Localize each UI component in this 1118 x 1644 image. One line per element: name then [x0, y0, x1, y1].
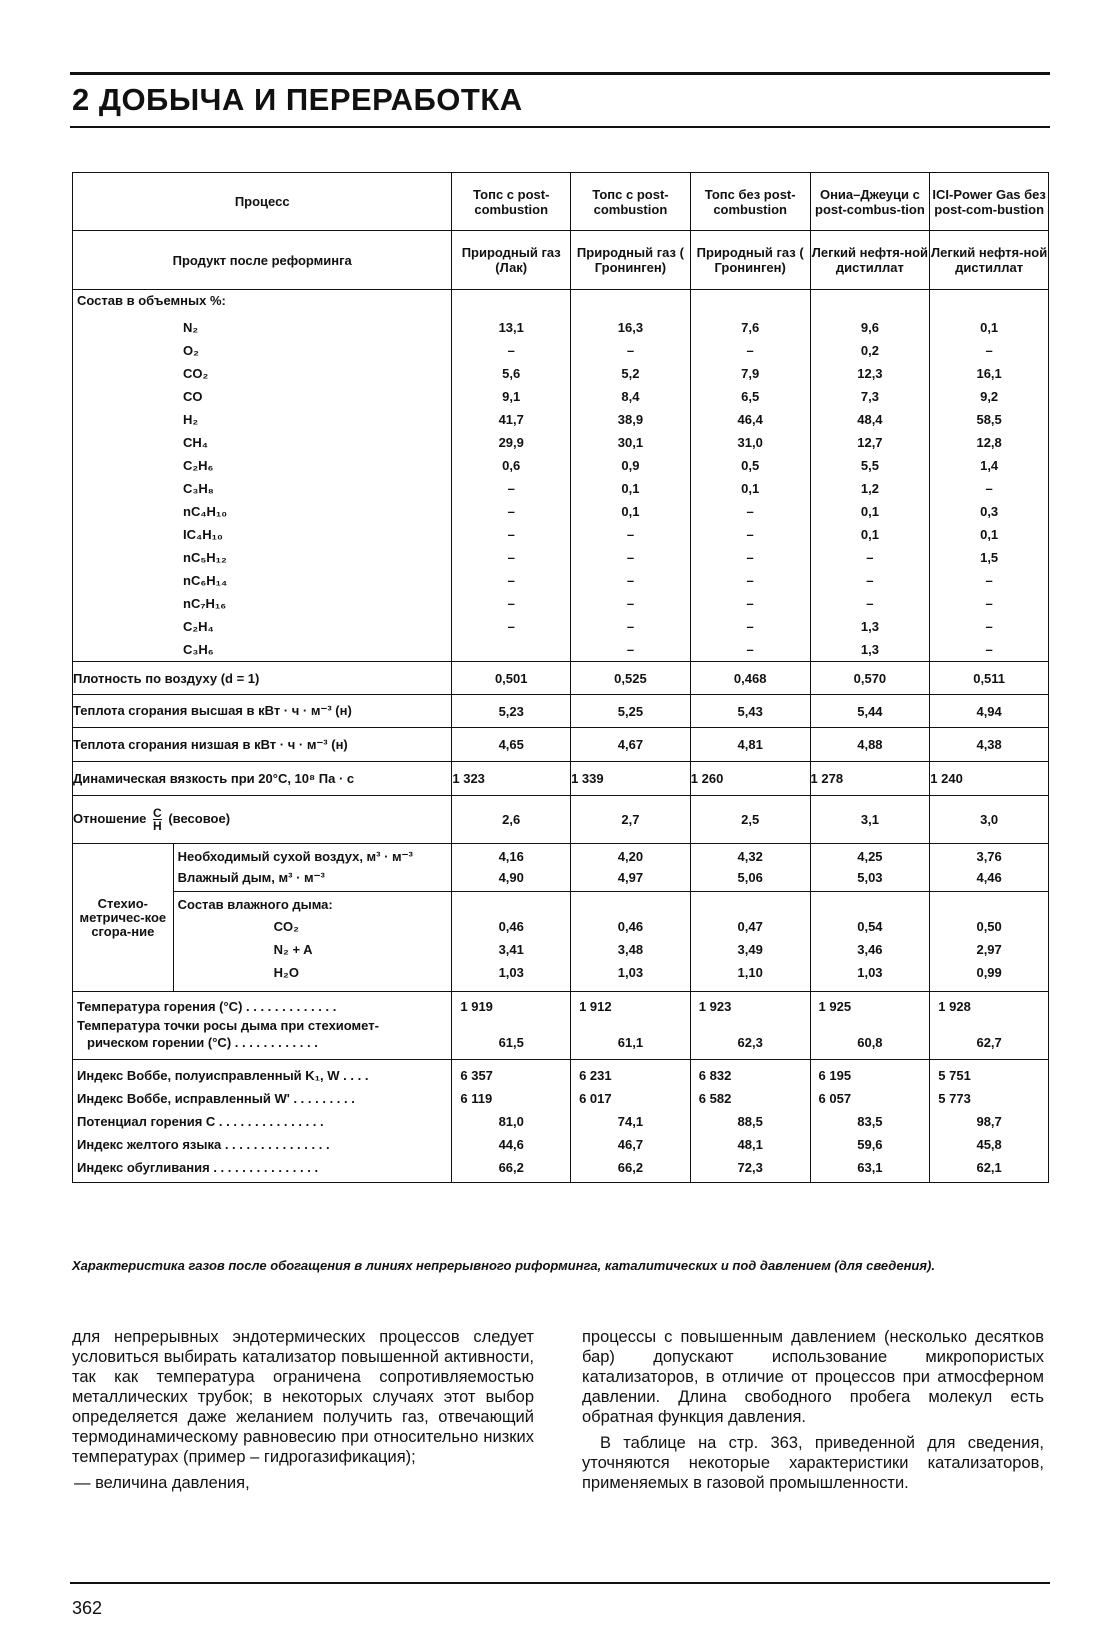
- wet-value: 0,47: [737, 919, 763, 934]
- viscosity-value: 1 323: [452, 762, 571, 796]
- table-row: [73, 1060, 1049, 1183]
- index-value: 6 832: [698, 1068, 732, 1083]
- chapter-title: 2 ДОБЫЧА И ПЕРЕРАБОТКА: [72, 82, 523, 117]
- composition-value: 0,1: [980, 320, 999, 335]
- composition-value: –: [626, 596, 635, 611]
- process-col-2: Топс с post-combustion: [571, 173, 691, 231]
- dew-point-value: 62,3: [737, 1035, 763, 1050]
- composition-value: 48,4: [857, 412, 883, 427]
- index-value: 48,1: [737, 1137, 763, 1152]
- table-row: [73, 992, 1049, 1060]
- composition-value: 0,1: [621, 504, 640, 519]
- composition-value: 5,5: [860, 458, 879, 473]
- index-value: 6 582: [698, 1091, 732, 1106]
- composition-value: –: [746, 642, 754, 657]
- combustion-temp-value: 1 925: [818, 999, 852, 1014]
- ratio-suffix: (весовое): [168, 810, 231, 826]
- process-col-1: Топс с post-combustion: [452, 173, 571, 231]
- dew-point-value: 61,1: [617, 1035, 644, 1050]
- composition-component: H₂: [183, 412, 199, 427]
- stoich-air-labels: [173, 844, 452, 892]
- ratio-label: [73, 796, 452, 844]
- text-column-left: [72, 1327, 534, 1499]
- combustion-temp-value: 1 919: [460, 999, 493, 1014]
- composition-component: nC₆H₁₄: [183, 573, 228, 588]
- index-values: [690, 1060, 810, 1183]
- index-value: 45,8: [976, 1137, 1002, 1152]
- composition-value: –: [746, 550, 754, 565]
- wet-value: 3,46: [857, 942, 883, 957]
- wobbe-corrected-label: Индекс Воббе, исправленный W' . . . . . . . . .: [77, 1091, 355, 1106]
- ratio-value: 3,0: [930, 796, 1049, 844]
- temperature-labels: [73, 992, 452, 1060]
- composition-value: 31,0: [737, 435, 763, 450]
- composition-value: –: [985, 573, 993, 588]
- index-value: 74,1: [617, 1114, 644, 1129]
- wet-smoke-h2o-label: H₂O: [273, 965, 299, 980]
- wet-value: 1,03: [617, 965, 644, 980]
- heat-high-label: Теплота сгорания высшая в кВт · ч · м⁻³ (н): [73, 695, 452, 728]
- density-label: Плотность по воздуху (d = 1): [73, 662, 452, 695]
- composition-value: –: [507, 504, 515, 519]
- composition-value: –: [626, 343, 635, 358]
- index-value: 6 017: [579, 1091, 612, 1106]
- composition-component: CO: [183, 389, 203, 404]
- composition-value: –: [507, 573, 515, 588]
- density-value: 0,468: [690, 662, 810, 695]
- ratio-value: 2,5: [690, 796, 810, 844]
- product-col-2: Природный газ ( Гронинген): [571, 231, 691, 290]
- composition-value: 38,9: [617, 412, 644, 427]
- gas-characteristics-table: [72, 172, 1049, 1183]
- composition-value: 6,5: [741, 389, 760, 404]
- index-value: 59,6: [857, 1137, 883, 1152]
- dew-point-label-1: Температура точки росы дыма при стехиомет-: [77, 1018, 379, 1033]
- stoich-value: 5,03: [857, 870, 883, 885]
- process-col-4: Ониа–Джеуци с post-combus-tion: [810, 173, 930, 231]
- index-values: [571, 1060, 691, 1183]
- composition-value: 7,6: [741, 320, 760, 335]
- composition-value: –: [507, 596, 515, 611]
- composition-value: 0,9: [621, 458, 640, 473]
- wet-value: 1,10: [737, 965, 763, 980]
- wet-value: 3,48: [617, 942, 644, 957]
- index-value: 5 751: [938, 1068, 971, 1083]
- composition-value: –: [746, 527, 754, 542]
- stoich-air-label: Необходимый сухой воздух, м³ · м⁻³: [177, 849, 413, 864]
- stoich-value: 4,97: [617, 870, 644, 885]
- composition-value: 0,1: [860, 527, 879, 542]
- stoich-value: 4,90: [498, 870, 524, 885]
- viscosity-value: 1 240: [930, 762, 1049, 796]
- top-rule: [70, 72, 1050, 75]
- composition-value: 29,9: [498, 435, 524, 450]
- composition-title: Состав в объемных %:: [77, 293, 226, 308]
- composition-value: 16,3: [617, 320, 644, 335]
- stoich-value: 3,76: [976, 849, 1002, 864]
- ratio-denominator: H: [153, 819, 162, 833]
- table-row: [73, 728, 1049, 762]
- index-labels: [73, 1060, 452, 1183]
- index-value: 46,7: [617, 1137, 644, 1152]
- viscosity-label: Динамическая вязкость при 20°C, 10⁸ Па · с: [73, 762, 452, 796]
- composition-value: 30,1: [617, 435, 644, 450]
- composition-component: nC₇H₁₆: [183, 596, 227, 611]
- stoich-value: 4,20: [617, 849, 644, 864]
- paragraph: В таблице на стр. 363, приведенной для сведения, уточняются некоторые характеристики катализаторов, применяемых в газовой промышленности.: [582, 1434, 1044, 1492]
- temperature-values: [452, 992, 571, 1060]
- table-row: [73, 892, 1049, 992]
- composition-value: –: [626, 527, 635, 542]
- composition-component: C₃H₈: [183, 481, 214, 496]
- composition-value: 12,3: [857, 366, 883, 381]
- stoich-value: 4,32: [737, 849, 763, 864]
- paragraph: для непрерывных эндотермических процессов следует условиться выбирать катализатор повышенной активности, так как температура ограничена сопротивляемостью металлических трубок; в некоторых случаях этот выбор определяется даже желанием получить газ, отвечающий термодинамическому равновесию при относительно низких температурах (пример – гидрогазификация);: [72, 1328, 534, 1466]
- dew-point-label-2: рическом горении (°C) . . . . . . . . . . . .: [87, 1035, 318, 1050]
- combustion-potential-label: Потенциал горения C . . . . . . . . . . . . . . .: [77, 1114, 324, 1129]
- composition-value: –: [626, 550, 635, 565]
- wet-value: 3,49: [737, 942, 763, 957]
- stoich-value: 5,06: [737, 870, 763, 885]
- composition-value: 5,2: [621, 366, 640, 381]
- composition-value: 12,7: [857, 435, 883, 450]
- wet-smoke-labels: [173, 892, 452, 992]
- combustion-temp-value: 1 928: [938, 999, 971, 1014]
- process-col-3: Топс без post-combustion: [690, 173, 810, 231]
- index-value: 6 357: [460, 1068, 493, 1083]
- paragraph: — величина давления,: [74, 1474, 250, 1492]
- title-rule: [70, 126, 1050, 128]
- product-col-4: Легкий нефтя-ной дистиллат: [810, 231, 930, 290]
- heat-low-value: 4,67: [571, 728, 691, 762]
- index-values: [452, 1060, 571, 1183]
- composition-value: 1,2: [860, 481, 879, 496]
- product-col-3: Природный газ ( Гронинген): [690, 231, 810, 290]
- wet-value: 1,03: [498, 965, 524, 980]
- composition-value: –: [985, 596, 993, 611]
- composition-value: –: [985, 642, 993, 657]
- composition-value: –: [507, 550, 515, 565]
- composition-value: –: [746, 619, 754, 634]
- composition-value: 7,3: [860, 389, 879, 404]
- composition-value: 0,6: [502, 458, 521, 473]
- text-column-right: [582, 1327, 1044, 1499]
- table-row: [73, 695, 1049, 728]
- composition-value: –: [746, 596, 754, 611]
- heat-low-value: 4,65: [452, 728, 571, 762]
- composition-value: 8,4: [621, 389, 640, 404]
- index-value: 72,3: [737, 1160, 763, 1175]
- dew-point-value: 61,5: [498, 1035, 524, 1050]
- wobbe-semi-label: Индекс Воббе, полуисправленный K₁, W . . . .: [77, 1068, 369, 1083]
- dew-point-value: 62,7: [976, 1035, 1002, 1050]
- wet-value: 0,54: [857, 919, 883, 934]
- index-value: 63,1: [857, 1160, 883, 1175]
- heat-low-label: Теплота сгорания низшая в кВт · ч · м⁻³ (н): [73, 728, 452, 762]
- density-value: 0,525: [571, 662, 691, 695]
- heat-high-value: 4,94: [930, 695, 1049, 728]
- composition-value: 5,6: [502, 366, 521, 381]
- heat-high-value: 5,44: [810, 695, 930, 728]
- paragraph: процессы с повышенным давлением (несколько десятков бар) допускают использование микропористых катализаторов, в отличие от процессов при атмосферном давлении. Длина свободного пробега молекул есть обратная функция давления.: [582, 1328, 1044, 1426]
- composition-value: 16,1: [976, 366, 1002, 381]
- index-value: 83,5: [857, 1114, 883, 1129]
- composition-value: 1,3: [860, 642, 879, 657]
- table-row: [73, 662, 1049, 695]
- combustion-temp-value: 1 912: [579, 999, 612, 1014]
- ratio-numerator: C: [153, 806, 162, 820]
- index-value: 6 119: [460, 1091, 493, 1106]
- wet-value: 0,46: [498, 919, 524, 934]
- index-values: [810, 1060, 930, 1183]
- page-number: 362: [72, 1598, 103, 1618]
- product-header: Продукт после реформинга: [73, 231, 452, 290]
- stoich-group-label: Стехио-метричес-кое сгора-ние: [73, 844, 174, 992]
- composition-value: –: [985, 481, 993, 496]
- footer-rule: [70, 1582, 1050, 1584]
- wet-value: 0,46: [617, 919, 644, 934]
- heat-high-value: 5,23: [452, 695, 571, 728]
- combustion-temp-value: 1 923: [698, 999, 732, 1014]
- composition-component: nC₄H₁₀: [183, 504, 228, 519]
- wet-smoke-values: [571, 892, 691, 992]
- index-value: 81,0: [498, 1114, 524, 1129]
- product-col-5: Легкий нефтя-ной дистиллат: [930, 231, 1049, 290]
- composition-col-1: [452, 290, 571, 662]
- wet-smoke-values: [810, 892, 930, 992]
- index-value: 66,2: [617, 1160, 644, 1175]
- dew-point-value: 60,8: [857, 1035, 883, 1050]
- composition-names: [73, 316, 451, 661]
- ratio-value: 3,1: [810, 796, 930, 844]
- stoich-values: [571, 844, 691, 892]
- composition-value: 0,1: [980, 527, 999, 542]
- composition-component: CO₂: [183, 366, 209, 381]
- composition-col-5: [930, 290, 1049, 662]
- composition-value: –: [866, 573, 874, 588]
- process-col-5: ICI-Power Gas без post-com-bustion: [930, 173, 1049, 231]
- index-value: 98,7: [976, 1114, 1002, 1129]
- composition-component: N₂: [183, 320, 199, 335]
- wet-smoke-values: [690, 892, 810, 992]
- index-value: 66,2: [498, 1160, 524, 1175]
- index-value: 44,6: [498, 1137, 524, 1152]
- composition-value: 0,5: [741, 458, 760, 473]
- table-caption: Характеристика газов после обогащения в линиях непрерывного риформинга, каталитических и под давлением (для сведения).: [72, 1258, 935, 1273]
- wet-value: 2,97: [976, 942, 1002, 957]
- stoich-value: 4,16: [498, 849, 524, 864]
- index-value: 6 231: [579, 1068, 612, 1083]
- temperature-values: [930, 992, 1049, 1060]
- composition-value: 46,4: [737, 412, 763, 427]
- composition-component: C₃H₆: [183, 642, 214, 657]
- composition-col-2: [571, 290, 691, 662]
- composition-value: –: [866, 596, 874, 611]
- composition-value: 1,3: [860, 619, 879, 634]
- wet-value: 3,41: [498, 942, 524, 957]
- composition-value: 0,1: [621, 481, 640, 496]
- wet-smoke-values: [930, 892, 1049, 992]
- heat-high-value: 5,25: [571, 695, 691, 728]
- temperature-values: [571, 992, 691, 1060]
- density-value: 0,570: [810, 662, 930, 695]
- composition-value: 1,4: [980, 458, 999, 473]
- wet-value: 0,99: [976, 965, 1002, 980]
- heat-low-value: 4,81: [690, 728, 810, 762]
- composition-value: –: [507, 481, 515, 496]
- table-row: [73, 844, 1049, 892]
- composition-component: CH₄: [183, 435, 208, 450]
- table-row: [73, 796, 1049, 844]
- product-col-1: Природный газ (Лак): [452, 231, 571, 290]
- index-value: 6 195: [818, 1068, 852, 1083]
- ratio-value: 2,6: [452, 796, 571, 844]
- composition-component: IC₄H₁₀: [183, 527, 223, 542]
- heat-low-value: 4,38: [930, 728, 1049, 762]
- composition-col-4: [810, 290, 930, 662]
- composition-component: C₂H₄: [183, 619, 214, 634]
- ratio-value: 2,7: [571, 796, 691, 844]
- heat-high-value: 5,43: [690, 695, 810, 728]
- composition-value: 0,1: [741, 481, 760, 496]
- density-value: 0,501: [452, 662, 571, 695]
- temperature-values: [690, 992, 810, 1060]
- ratio-fraction: [153, 807, 162, 832]
- composition-value: –: [985, 619, 993, 634]
- composition-value: 7,9: [741, 366, 760, 381]
- composition-value: 0,2: [860, 343, 879, 358]
- heat-low-value: 4,88: [810, 728, 930, 762]
- composition-value: –: [507, 619, 515, 634]
- combustion-temp-label: Температура горения (°C) . . . . . . . . . . . . .: [77, 999, 337, 1014]
- composition-component: O₂: [183, 343, 199, 358]
- composition-value: 0,3: [980, 504, 999, 519]
- composition-value: –: [985, 343, 993, 358]
- stoich-smoke-label: Влажный дым, м³ · м⁻³: [177, 870, 325, 885]
- composition-value: –: [626, 573, 635, 588]
- wet-smoke-title: Состав влажного дыма:: [177, 897, 333, 912]
- stoich-values: [810, 844, 930, 892]
- composition-value: 13,1: [498, 320, 524, 335]
- composition-value: –: [626, 642, 635, 657]
- wet-value: 1,03: [857, 965, 883, 980]
- table-row: [73, 762, 1049, 796]
- composition-value: 9,1: [502, 389, 521, 404]
- composition-value: 0,1: [860, 504, 879, 519]
- index-value: 62,1: [976, 1160, 1002, 1175]
- index-values: [930, 1060, 1049, 1183]
- composition-component: C₂H₆: [183, 458, 214, 473]
- composition-value: –: [626, 619, 635, 634]
- composition-value: 12,8: [976, 435, 1002, 450]
- stoich-values: [690, 844, 810, 892]
- stoich-values: [452, 844, 571, 892]
- composition-value: [452, 638, 570, 661]
- index-value: 6 057: [818, 1091, 852, 1106]
- composition-component: nC₅H₁₂: [183, 550, 227, 565]
- sooting-index-label: Индекс обугливания . . . . . . . . . . . . . . .: [77, 1160, 319, 1175]
- composition-value: 58,5: [976, 412, 1002, 427]
- composition-value: –: [507, 343, 515, 358]
- composition-value: –: [746, 573, 754, 588]
- composition-value: 9,2: [980, 389, 999, 404]
- composition-value: –: [866, 550, 874, 565]
- viscosity-value: 1 278: [810, 762, 930, 796]
- wet-value: 0,50: [976, 919, 1002, 934]
- composition-value: 41,7: [498, 412, 524, 427]
- composition-value: –: [746, 504, 754, 519]
- composition-value: –: [507, 527, 515, 542]
- wet-smoke-co2-label: CO₂: [273, 919, 299, 934]
- viscosity-value: 1 339: [571, 762, 691, 796]
- composition-value: 1,5: [980, 550, 999, 565]
- stoich-value: 4,25: [857, 849, 883, 864]
- yellow-tip-index-label: Индекс желтого языка . . . . . . . . . . . . . . .: [77, 1137, 330, 1152]
- composition-value: 9,6: [860, 320, 879, 335]
- viscosity-value: 1 260: [690, 762, 810, 796]
- composition-labels: [73, 290, 452, 662]
- wet-smoke-values: [452, 892, 571, 992]
- wet-smoke-n2-label: N₂ + A: [273, 942, 313, 957]
- stoich-value: 4,46: [976, 870, 1002, 885]
- stoich-values: [930, 844, 1049, 892]
- composition-col-3: [690, 290, 810, 662]
- process-header: Процесс: [73, 173, 452, 231]
- temperature-values: [810, 992, 930, 1060]
- index-value: 5 773: [938, 1091, 971, 1106]
- composition-value: –: [746, 343, 754, 358]
- density-value: 0,511: [930, 662, 1049, 695]
- ratio-prefix: Отношение: [73, 810, 147, 826]
- index-value: 88,5: [737, 1114, 763, 1129]
